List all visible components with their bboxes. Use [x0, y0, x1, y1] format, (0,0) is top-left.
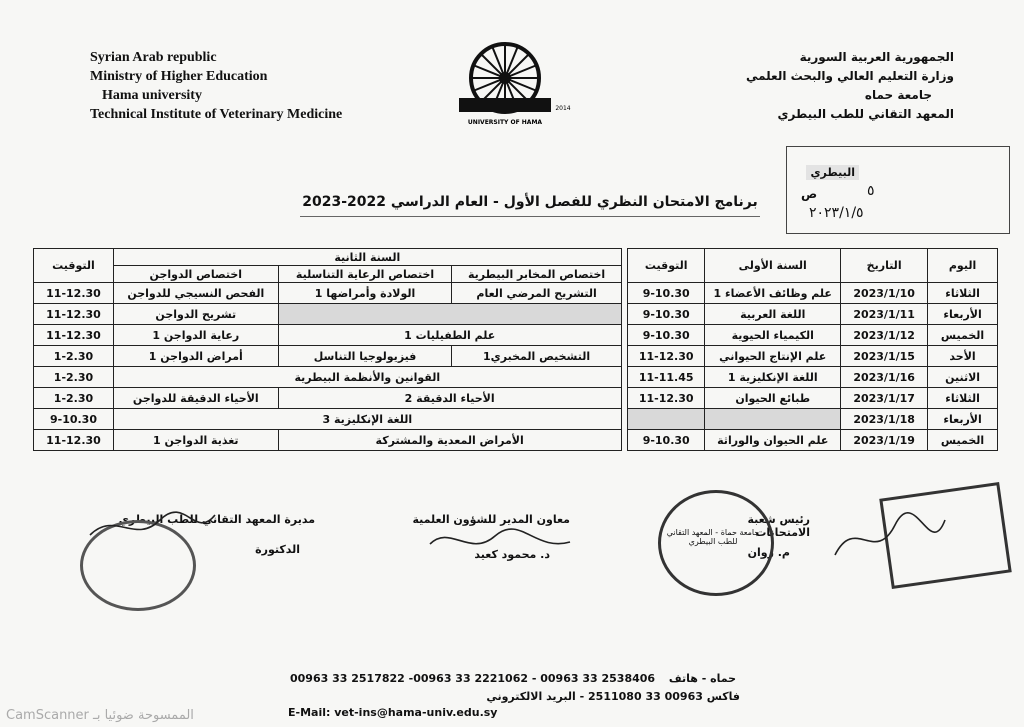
footer-phone-label: حماه - هاتف: [668, 672, 737, 685]
cell-poultry: الأحياء الدقيقة للدواجن: [113, 388, 278, 409]
cell-date: 2023/1/18: [841, 409, 928, 430]
stamp-number: ٥: [867, 183, 875, 199]
scanner-watermark: CamScanner الممسوحة ضوئيا بـ: [6, 708, 194, 723]
stamp-date: ٢٠٢٣/١/٥: [809, 205, 864, 221]
header-time-2: التوقيت: [34, 249, 114, 283]
cell-time2: 11-12.30: [34, 283, 114, 304]
cell-lab: التشريح المرضي العام: [452, 283, 621, 304]
signature-left-scribble: [85, 505, 225, 555]
cell-subject: علم الحيوان والوراثة: [705, 430, 841, 451]
cell-lab: التشخيص المخبري1: [452, 346, 621, 367]
cell-time1: 9-10.30: [628, 325, 705, 346]
cell-day: الاثنين: [928, 367, 998, 388]
cell-repro: فيزيولوجيا التناسل: [278, 346, 452, 367]
cell-poultry: أمراض الدواجن 1: [113, 346, 278, 367]
cell-time2: 1-2.30: [34, 388, 114, 409]
cell-day: الخميس: [928, 325, 998, 346]
header-first-year: السنة الأولى: [705, 249, 841, 283]
page-title: برنامج الامتحان النظري للفصل الأول - العام الدراسي 2022-2023: [302, 194, 758, 210]
header-english: [90, 48, 342, 124]
cell-day: الخميس: [928, 430, 998, 451]
header-en-line: Syrian Arab republic: [90, 50, 217, 65]
cell-time2: 11-12.30: [34, 325, 114, 346]
header-arabic: [694, 48, 954, 124]
cell-day: الأربعاء: [928, 304, 998, 325]
cell-day: الثلاثاء: [928, 388, 998, 409]
cell-date: 2023/1/15: [841, 346, 928, 367]
header-ar-line: وزارة التعليم العالي والبحث العلمي: [745, 69, 954, 83]
signature-left-title: مديرة المعهد التقاني للطب البيطري: [118, 513, 315, 526]
header-time-1: التوقيت: [628, 249, 705, 283]
signature-middle-title: معاون المدير للشؤون العلمية: [412, 513, 570, 526]
cell-subject: الكيمياء الحيوية: [705, 325, 841, 346]
cell-time2: 11-12.30: [34, 430, 114, 451]
logo-caption: UNIVERSITY OF HAMA: [467, 119, 543, 126]
footer-phones: 00963 33 2517822 -00963 33 2221062 - 00963 33 2538406: [290, 672, 656, 685]
cell-date: 2023/1/11: [841, 304, 928, 325]
cell-time1: 11-12.30: [628, 388, 705, 409]
cell-date: 2023/1/12: [841, 325, 928, 346]
table-row: [34, 367, 998, 388]
header-ar-line: الجمهورية العربية السورية: [799, 50, 954, 64]
cell-date: 2023/1/16: [841, 367, 928, 388]
stamp-line-1: البيطري: [806, 165, 859, 180]
cell-time1: 9-10.30: [628, 304, 705, 325]
header-day: اليوم: [928, 249, 998, 283]
cell-poultry: الفحص النسيجي للدواجن: [113, 283, 278, 304]
cell-time1: 9-10.30: [628, 430, 705, 451]
cell-merged: علم الطفيليات 1: [278, 325, 621, 346]
cell-merged-empty: [278, 304, 621, 325]
cell-subject: اللغة العربية: [705, 304, 841, 325]
table-row: [34, 346, 998, 367]
table-row: [34, 283, 998, 304]
header-poultry: اختصاص الدواجن: [113, 266, 278, 283]
table-row: [34, 409, 998, 430]
stamp-line-2: ص: [801, 187, 818, 201]
table-header-row: [34, 249, 998, 266]
header-second-year: السنة الثانية: [113, 249, 621, 266]
university-logo: [455, 40, 575, 130]
footer-phone-line: [290, 672, 1010, 685]
table-row: [34, 430, 998, 451]
cell-subject: علم وظائف الأعضاء 1: [705, 283, 841, 304]
signature-right-title: رئيس شعبة الامتحانات: [747, 513, 810, 539]
cell-time2: 1-2.30: [34, 346, 114, 367]
signature-middle-name: د. محمود كعيد: [474, 548, 550, 561]
footer-fax: فاكس 00963 33 2511080 - البريد الالكتروني: [486, 690, 740, 703]
cell-poultry: رعاية الدواجن 1: [113, 325, 278, 346]
header-en-line: Ministry of Higher Education: [90, 69, 268, 84]
title-underline: [300, 216, 760, 217]
cell-time2: 11-12.30: [34, 304, 114, 325]
cell-repro: الولادة وأمراضها 1: [278, 283, 452, 304]
cell-merged: القوانين والأنظمة البيطرية: [113, 367, 621, 388]
signature-right-name: م. روان: [747, 546, 790, 559]
header-ar-line: جامعة حماه: [864, 88, 932, 102]
cell-time2: 9-10.30: [34, 409, 114, 430]
wheel-logo-icon: [455, 40, 575, 130]
cell-poultry: تغذية الدواجن 1: [113, 430, 278, 451]
cell-time1: 11-11.45: [628, 367, 705, 388]
header-en-line: Hama university: [102, 88, 202, 103]
cell-day: الأربعاء: [928, 409, 998, 430]
cell-time2: 1-2.30: [34, 367, 114, 388]
cell-date: 2023/1/10: [841, 283, 928, 304]
table-row: [34, 304, 998, 325]
cell-time1: [628, 409, 705, 430]
cell-subject: [705, 409, 841, 430]
cell-subject: اللغة الإنكليزية 1: [705, 367, 841, 388]
cell-merged: الأحياء الدقيقة 2: [278, 388, 621, 409]
signature-left-name: الدكتورة: [255, 543, 300, 556]
header-lab: اختصاص المخابر البيطرية: [452, 266, 621, 283]
cell-time1: 11-12.30: [628, 346, 705, 367]
cell-date: 2023/1/19: [841, 430, 928, 451]
signature-right-scribble: [830, 505, 950, 575]
cell-merged: الأمراض المعدية والمشتركة: [278, 430, 621, 451]
stamp-text: جامعة حماة - المعهد التقاني للطب البيطري: [666, 528, 760, 546]
registry-stamp: [786, 146, 1010, 234]
cell-subject: طبائع الحيوان: [705, 388, 841, 409]
table-row: [34, 325, 998, 346]
cell-day: الثلاثاء: [928, 283, 998, 304]
cell-day: الأحد: [928, 346, 998, 367]
footer-email: E-Mail: vet-ins@hama-univ.edu.sy: [288, 706, 498, 719]
table-row: [34, 388, 998, 409]
header-date: التاريخ: [841, 249, 928, 283]
cell-date: 2023/1/17: [841, 388, 928, 409]
cell-time1: 9-10.30: [628, 283, 705, 304]
header-en-line: Technical Institute of Veterinary Medicine: [90, 107, 343, 122]
cell-subject: علم الإنتاج الحيواني: [705, 346, 841, 367]
header-ar-line: المعهد التقاني للطب البيطري: [777, 107, 954, 121]
logo-year: 2014: [555, 105, 571, 112]
exam-schedule-table: [33, 248, 998, 451]
header-repro: اختصاص الرعاية التناسلية: [278, 266, 452, 283]
cell-merged: اللغة الإنكليزية 3: [113, 409, 621, 430]
cell-poultry: تشريح الدواجن: [113, 304, 278, 325]
